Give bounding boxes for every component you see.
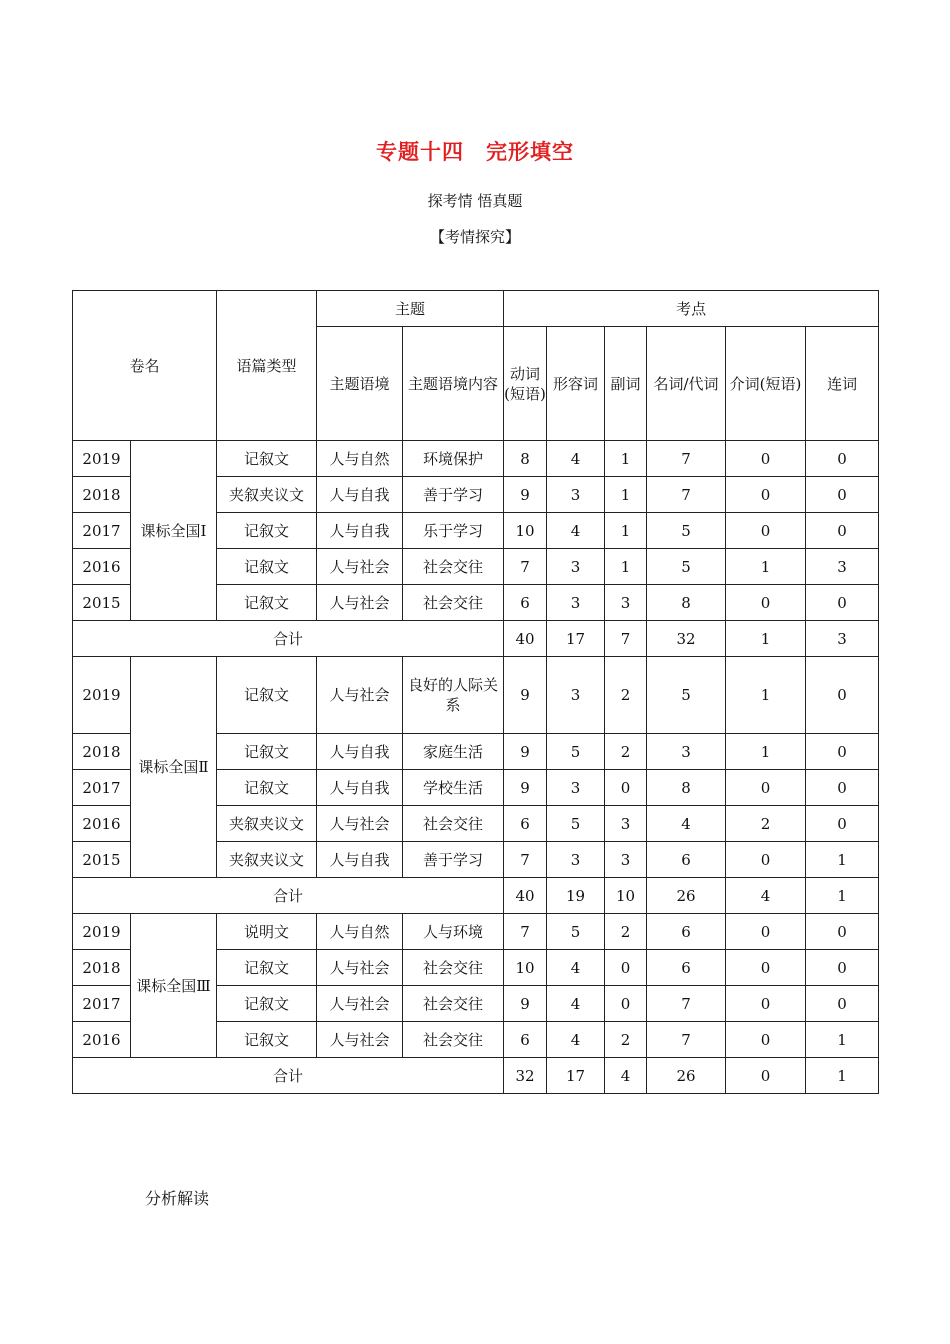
cell-theme-context: 人与自我 [317,770,403,806]
cell-total-verb: 40 [504,621,547,657]
cell-adj: 3 [547,842,605,878]
cell-conj: 0 [806,585,879,621]
cell-paper: 课标全国Ⅲ [131,914,217,1058]
cell-genre: 记叙文 [217,513,317,549]
cell-prep: 0 [726,914,806,950]
cell-noun: 8 [647,770,726,806]
cell-verb: 9 [504,477,547,513]
cell-adv: 0 [605,770,647,806]
cell-adv: 1 [605,477,647,513]
cell-prep: 0 [726,1022,806,1058]
header-paper: 卷名 [73,291,217,441]
cell-year: 2016 [73,806,131,842]
cell-year: 2016 [73,1022,131,1058]
header-noun: 名词/代词 [647,327,726,441]
cell-theme-context: 人与自然 [317,441,403,477]
cell-verb: 6 [504,585,547,621]
cell-genre: 记叙文 [217,950,317,986]
cell-conj: 0 [806,657,879,734]
cell-theme-context: 人与社会 [317,806,403,842]
cell-theme-content: 良好的人际关系 [403,657,504,734]
header-points-group: 考点 [504,291,879,327]
cell-prep: 0 [726,477,806,513]
cell-theme-content: 社会交往 [403,585,504,621]
header-genre: 语篇类型 [217,291,317,441]
cell-theme-context: 人与社会 [317,1022,403,1058]
cell-genre: 夹叙夹议文 [217,806,317,842]
cell-year: 2017 [73,986,131,1022]
cell-verb: 10 [504,950,547,986]
cell-total-prep: 1 [726,621,806,657]
cell-genre: 记叙文 [217,657,317,734]
cell-total-adj: 17 [547,1058,605,1094]
cell-theme-context: 人与自然 [317,914,403,950]
cell-theme-content: 环境保护 [403,441,504,477]
cell-genre: 记叙文 [217,441,317,477]
cell-conj: 0 [806,770,879,806]
cell-theme-content: 社会交往 [403,950,504,986]
cell-adv: 2 [605,914,647,950]
cell-conj: 0 [806,950,879,986]
header-theme-content: 主题语境内容 [403,327,504,441]
document-subtitle: 探考情 悟真题 [427,192,523,210]
cell-verb: 7 [504,842,547,878]
cell-theme-content: 善于学习 [403,842,504,878]
table-row [73,441,879,477]
cell-genre: 记叙文 [217,986,317,1022]
cell-genre: 记叙文 [217,549,317,585]
cell-total-verb: 40 [504,878,547,914]
header-verb: 动词(短语) [504,327,547,441]
cell-noun: 4 [647,806,726,842]
cell-noun: 7 [647,477,726,513]
header-theme-group: 主题 [317,291,504,327]
cell-total-noun: 32 [647,621,726,657]
cell-prep: 1 [726,549,806,585]
cell-conj: 3 [806,549,879,585]
cell-noun: 3 [647,734,726,770]
cell-conj: 0 [806,477,879,513]
cell-verb: 9 [504,734,547,770]
cell-theme-content: 人与环境 [403,914,504,950]
cell-genre: 记叙文 [217,1022,317,1058]
cell-noun: 8 [647,585,726,621]
cell-theme-context: 人与自我 [317,477,403,513]
cell-adv: 2 [605,1022,647,1058]
cell-prep: 0 [726,950,806,986]
cell-prep: 0 [726,986,806,1022]
cell-prep: 0 [726,770,806,806]
cell-adv: 2 [605,734,647,770]
cell-genre: 记叙文 [217,770,317,806]
cell-year: 2015 [73,585,131,621]
cell-genre: 夹叙夹议文 [217,477,317,513]
cell-year: 2019 [73,441,131,477]
cell-adv: 1 [605,513,647,549]
cell-noun: 7 [647,441,726,477]
cell-adj: 5 [547,806,605,842]
cell-genre: 夹叙夹议文 [217,842,317,878]
cell-theme-content: 社会交往 [403,549,504,585]
cell-noun: 7 [647,1022,726,1058]
cell-theme-content: 乐于学习 [403,513,504,549]
cell-year: 2019 [73,657,131,734]
cell-conj: 0 [806,513,879,549]
cell-theme-context: 人与社会 [317,585,403,621]
cell-total-noun: 26 [647,1058,726,1094]
cell-year: 2018 [73,950,131,986]
cell-verb: 6 [504,806,547,842]
cell-verb: 6 [504,1022,547,1058]
cell-total-label: 合计 [73,621,504,657]
cell-theme-content: 社会交往 [403,806,504,842]
cell-theme-context: 人与社会 [317,549,403,585]
cell-prep: 0 [726,513,806,549]
cell-theme-content: 善于学习 [403,477,504,513]
cell-total-label: 合计 [73,878,504,914]
cell-year: 2019 [73,914,131,950]
cell-adv: 1 [605,441,647,477]
cell-total-verb: 32 [504,1058,547,1094]
cell-adj: 4 [547,986,605,1022]
cell-conj: 0 [806,734,879,770]
header-theme-context: 主题语境 [317,327,403,441]
cell-noun: 5 [647,657,726,734]
cell-noun: 5 [647,513,726,549]
cell-adv: 2 [605,657,647,734]
cell-prep: 0 [726,441,806,477]
cell-theme-context: 人与自我 [317,734,403,770]
cell-theme-context: 人与社会 [317,950,403,986]
cell-theme-context: 人与自我 [317,842,403,878]
cell-total-prep: 0 [726,1058,806,1094]
cell-prep: 0 [726,842,806,878]
cell-verb: 10 [504,513,547,549]
cell-verb: 8 [504,441,547,477]
header-conj: 连词 [806,327,879,441]
cell-genre: 记叙文 [217,734,317,770]
cell-prep: 1 [726,657,806,734]
cell-total-adj: 19 [547,878,605,914]
cell-year: 2018 [73,477,131,513]
table-row [73,914,879,950]
cell-total-adv: 7 [605,621,647,657]
cell-conj: 1 [806,1022,879,1058]
cell-theme-content: 家庭生活 [403,734,504,770]
document-title: 专题十四 完形填空 [376,140,574,164]
cell-adj: 4 [547,1022,605,1058]
analysis-heading: 分析解读 [145,1189,210,1208]
header-adj: 形容词 [547,327,605,441]
cell-theme-content: 社会交往 [403,1022,504,1058]
cell-year: 2017 [73,513,131,549]
section-label: 【考情探究】 [429,228,520,246]
cell-verb: 9 [504,986,547,1022]
cell-adv: 3 [605,806,647,842]
cell-adj: 4 [547,950,605,986]
cell-total-conj: 1 [806,1058,879,1094]
cell-total-noun: 26 [647,878,726,914]
cell-conj: 0 [806,441,879,477]
cell-adj: 4 [547,441,605,477]
cell-adv: 1 [605,549,647,585]
cell-adj: 3 [547,549,605,585]
cell-verb: 9 [504,770,547,806]
cell-year: 2016 [73,549,131,585]
cell-conj: 0 [806,914,879,950]
cell-year: 2018 [73,734,131,770]
cell-prep: 0 [726,585,806,621]
cell-conj: 0 [806,806,879,842]
cell-adj: 5 [547,734,605,770]
cell-conj: 0 [806,986,879,1022]
cell-genre: 说明文 [217,914,317,950]
cell-genre: 记叙文 [217,585,317,621]
cell-theme-context: 人与自我 [317,513,403,549]
header-prep: 介词(短语) [726,327,806,441]
cell-paper: 课标全国Ⅰ [131,441,217,621]
cell-adj: 5 [547,914,605,950]
cell-total-label: 合计 [73,1058,504,1094]
cell-adj: 3 [547,585,605,621]
cell-noun: 6 [647,950,726,986]
cell-noun: 6 [647,914,726,950]
cell-total-adv: 10 [605,878,647,914]
cell-total-conj: 3 [806,621,879,657]
table-total-row [73,878,879,914]
cell-paper: 课标全国Ⅱ [131,657,217,878]
cell-prep: 1 [726,734,806,770]
cell-theme-content: 学校生活 [403,770,504,806]
cell-noun: 5 [647,549,726,585]
cell-adv: 3 [605,842,647,878]
table-total-row [73,1058,879,1094]
cell-theme-context: 人与社会 [317,657,403,734]
cell-adv: 0 [605,950,647,986]
cell-prep: 2 [726,806,806,842]
cell-total-prep: 4 [726,878,806,914]
cell-theme-content: 社会交往 [403,986,504,1022]
cell-adv: 0 [605,986,647,1022]
table-row [73,657,879,734]
cell-noun: 7 [647,986,726,1022]
cell-verb: 7 [504,549,547,585]
cell-total-conj: 1 [806,878,879,914]
cell-year: 2017 [73,770,131,806]
exam-analysis-table [72,290,879,1094]
cell-adj: 3 [547,657,605,734]
header-adv: 副词 [605,327,647,441]
cell-theme-context: 人与社会 [317,986,403,1022]
cell-verb: 9 [504,657,547,734]
cell-adj: 4 [547,513,605,549]
cell-adj: 3 [547,477,605,513]
cell-verb: 7 [504,914,547,950]
cell-adv: 3 [605,585,647,621]
table-total-row [73,621,879,657]
cell-total-adj: 17 [547,621,605,657]
cell-conj: 1 [806,842,879,878]
cell-total-adv: 4 [605,1058,647,1094]
cell-adj: 3 [547,770,605,806]
cell-noun: 6 [647,842,726,878]
cell-year: 2015 [73,842,131,878]
